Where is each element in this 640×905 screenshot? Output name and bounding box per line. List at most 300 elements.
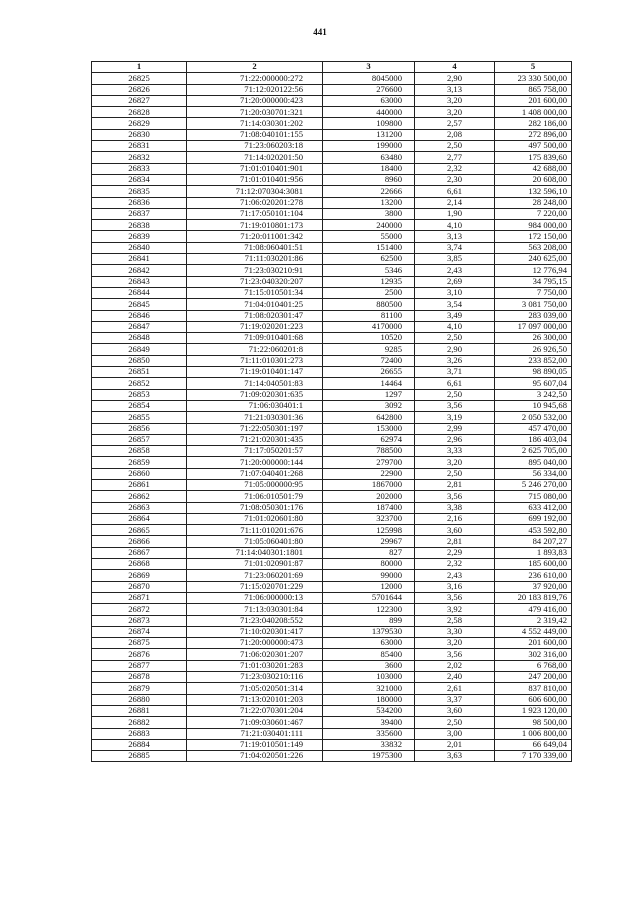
row-number-cell: 26878 [92, 672, 187, 683]
value-cell: 715 080,00 [495, 491, 572, 502]
area-cell: 151400 [323, 242, 415, 253]
cadastral-number-cell: 71:09:020301:635 [187, 389, 323, 400]
row-number-cell: 26829 [92, 118, 187, 129]
row-number-cell: 26873 [92, 615, 187, 626]
table-row [92, 254, 572, 265]
area-cell: 240000 [323, 220, 415, 231]
rate-cell: 2,81 [415, 479, 495, 490]
row-number-cell: 26844 [92, 287, 187, 298]
value-cell: 12 776,94 [495, 265, 572, 276]
rate-cell: 3,63 [415, 751, 495, 762]
table-row [92, 197, 572, 208]
value-cell: 633 412,00 [495, 502, 572, 513]
rate-cell: 3,38 [415, 502, 495, 513]
cadastral-number-cell: 71:20:011001:342 [187, 231, 323, 242]
header-row [92, 62, 572, 73]
cadastral-number-cell: 71:14:030301:202 [187, 118, 323, 129]
area-cell: 72400 [323, 355, 415, 366]
value-cell: 10 945,68 [495, 400, 572, 411]
rate-cell: 2,43 [415, 570, 495, 581]
rate-cell: 2,69 [415, 276, 495, 287]
table-row [92, 683, 572, 694]
row-number-cell: 26871 [92, 592, 187, 603]
rate-cell: 2,99 [415, 423, 495, 434]
table-row [92, 559, 572, 570]
area-cell: 5701644 [323, 592, 415, 603]
row-number-cell: 26864 [92, 513, 187, 524]
cadastral-number-cell: 71:01:020901:87 [187, 559, 323, 570]
value-cell: 132 596,10 [495, 186, 572, 197]
rate-cell: 3,56 [415, 400, 495, 411]
value-cell: 479 416,00 [495, 604, 572, 615]
table-row [92, 457, 572, 468]
area-cell: 62974 [323, 434, 415, 445]
page-number: 441 [313, 27, 327, 37]
row-number-cell: 26854 [92, 400, 187, 411]
rate-cell: 3,60 [415, 525, 495, 536]
row-number-cell: 26826 [92, 84, 187, 95]
rate-cell: 3,00 [415, 728, 495, 739]
area-cell: 187400 [323, 502, 415, 513]
table-row [92, 626, 572, 637]
cadastral-number-cell: 71:13:030301:84 [187, 604, 323, 615]
rate-cell: 3,71 [415, 367, 495, 378]
table-row [92, 502, 572, 513]
row-number-cell: 26832 [92, 152, 187, 163]
table-row [92, 400, 572, 411]
value-cell: 247 200,00 [495, 672, 572, 683]
row-number-cell: 26831 [92, 141, 187, 152]
rate-cell: 6,61 [415, 186, 495, 197]
cadastral-number-cell: 71:19:010501:149 [187, 739, 323, 750]
table-row [92, 310, 572, 321]
rate-cell: 3,56 [415, 592, 495, 603]
area-cell: 8045000 [323, 73, 415, 84]
cadastral-number-cell: 71:05:000000:95 [187, 479, 323, 490]
value-cell: 56 334,00 [495, 468, 572, 479]
rate-cell: 2,14 [415, 197, 495, 208]
row-number-cell: 26845 [92, 299, 187, 310]
row-number-cell: 26882 [92, 717, 187, 728]
rate-cell: 3,26 [415, 355, 495, 366]
rate-cell: 2,08 [415, 129, 495, 140]
row-number-cell: 26851 [92, 367, 187, 378]
area-cell: 3092 [323, 400, 415, 411]
area-cell: 109800 [323, 118, 415, 129]
table-row [92, 660, 572, 671]
rate-cell: 2,77 [415, 152, 495, 163]
rate-cell: 3,20 [415, 107, 495, 118]
rate-cell: 3,60 [415, 705, 495, 716]
rate-cell: 2,40 [415, 672, 495, 683]
row-number-cell: 26868 [92, 559, 187, 570]
cadastral-number-cell: 71:20:000000:144 [187, 457, 323, 468]
table-row [92, 751, 572, 762]
cadastral-number-cell: 71:23:060201:69 [187, 570, 323, 581]
area-cell: 276600 [323, 84, 415, 95]
value-cell: 7 170 339,00 [495, 751, 572, 762]
value-cell: 26 300,00 [495, 333, 572, 344]
value-cell: 4 552 449,00 [495, 626, 572, 637]
cadastral-number-cell: 71:06:020301:207 [187, 649, 323, 660]
cadastral-number-cell: 71:01:030201:283 [187, 660, 323, 671]
row-number-cell: 26827 [92, 95, 187, 106]
row-number-cell: 26841 [92, 254, 187, 265]
rate-cell: 2,61 [415, 683, 495, 694]
cadastral-number-cell: 71:01:020601:80 [187, 513, 323, 524]
row-number-cell: 26853 [92, 389, 187, 400]
cadastral-number-cell: 71:12:020122:56 [187, 84, 323, 95]
cadastral-number-cell: 71:14:040501:83 [187, 378, 323, 389]
rate-cell: 3,20 [415, 457, 495, 468]
rate-cell: 2,32 [415, 559, 495, 570]
cadastral-number-cell: 71:20:030701:321 [187, 107, 323, 118]
area-cell: 22900 [323, 468, 415, 479]
area-cell: 12935 [323, 276, 415, 287]
area-cell: 8960 [323, 174, 415, 185]
row-number-cell: 26833 [92, 163, 187, 174]
table-row [92, 107, 572, 118]
table-row [92, 638, 572, 649]
area-cell: 122300 [323, 604, 415, 615]
value-cell: 185 600,00 [495, 559, 572, 570]
value-cell: 28 248,00 [495, 197, 572, 208]
value-cell: 172 150,00 [495, 231, 572, 242]
cadastral-number-cell: 71:23:040208:552 [187, 615, 323, 626]
value-cell: 453 592,80 [495, 525, 572, 536]
row-number-cell: 26825 [92, 73, 187, 84]
table-row [92, 174, 572, 185]
table-row [92, 84, 572, 95]
value-cell: 699 192,00 [495, 513, 572, 524]
row-number-cell: 26857 [92, 434, 187, 445]
rate-cell: 2,90 [415, 344, 495, 355]
row-number-cell: 26859 [92, 457, 187, 468]
rate-cell: 2,30 [415, 174, 495, 185]
value-cell: 42 688,00 [495, 163, 572, 174]
table-row [92, 739, 572, 750]
cadastral-number-cell: 71:11:030201:86 [187, 254, 323, 265]
row-number-cell: 26858 [92, 446, 187, 457]
table-row [92, 321, 572, 332]
table-row [92, 355, 572, 366]
table-row [92, 242, 572, 253]
table-row [92, 468, 572, 479]
row-number-cell: 26836 [92, 197, 187, 208]
value-cell: 236 610,00 [495, 570, 572, 581]
table-row [92, 333, 572, 344]
area-cell: 125998 [323, 525, 415, 536]
row-number-cell: 26830 [92, 129, 187, 140]
cadastral-number-cell: 71:22:070301:204 [187, 705, 323, 716]
rate-cell: 6,61 [415, 378, 495, 389]
cadastral-number-cell: 71:06:030401:1 [187, 400, 323, 411]
rate-cell: 3,30 [415, 626, 495, 637]
value-cell: 26 926,50 [495, 344, 572, 355]
area-cell: 153000 [323, 423, 415, 434]
table-row [92, 129, 572, 140]
table-row [92, 73, 572, 84]
area-cell: 3600 [323, 660, 415, 671]
rate-cell: 3,56 [415, 491, 495, 502]
rate-cell: 3,56 [415, 649, 495, 660]
row-number-cell: 26852 [92, 378, 187, 389]
area-cell: 788500 [323, 446, 415, 457]
cadastral-value-table [91, 61, 572, 762]
area-cell: 1867000 [323, 479, 415, 490]
value-cell: 5 246 270,00 [495, 479, 572, 490]
cadastral-number-cell: 71:11:010301:273 [187, 355, 323, 366]
table-row [92, 728, 572, 739]
rate-cell: 3,37 [415, 694, 495, 705]
value-cell: 282 186,00 [495, 118, 572, 129]
area-cell: 1297 [323, 389, 415, 400]
row-number-cell: 26849 [92, 344, 187, 355]
table-row [92, 672, 572, 683]
table-row [92, 525, 572, 536]
area-cell: 63480 [323, 152, 415, 163]
area-cell: 85400 [323, 649, 415, 660]
rate-cell: 2,02 [415, 660, 495, 671]
value-cell: 240 625,00 [495, 254, 572, 265]
row-number-cell: 26884 [92, 739, 187, 750]
area-cell: 99000 [323, 570, 415, 581]
value-cell: 1 893,83 [495, 547, 572, 558]
cadastral-number-cell: 71:07:040401:268 [187, 468, 323, 479]
cadastral-number-cell: 71:22:060201:8 [187, 344, 323, 355]
value-cell: 175 839,60 [495, 152, 572, 163]
row-number-cell: 26860 [92, 468, 187, 479]
table-row [92, 389, 572, 400]
value-cell: 837 810,00 [495, 683, 572, 694]
cadastral-number-cell: 71:23:030210:91 [187, 265, 323, 276]
rate-cell: 3,85 [415, 254, 495, 265]
rate-cell: 2,58 [415, 615, 495, 626]
area-cell: 899 [323, 615, 415, 626]
row-number-cell: 26839 [92, 231, 187, 242]
rate-cell: 3,54 [415, 299, 495, 310]
row-number-cell: 26872 [92, 604, 187, 615]
table-row [92, 694, 572, 705]
area-cell: 534200 [323, 705, 415, 716]
row-number-cell: 26847 [92, 321, 187, 332]
value-cell: 563 208,00 [495, 242, 572, 253]
table-row [92, 208, 572, 219]
cadastral-number-cell: 71:05:020501:314 [187, 683, 323, 694]
value-cell: 272 896,00 [495, 129, 572, 140]
cadastral-number-cell: 71:09:030601:467 [187, 717, 323, 728]
table-row [92, 446, 572, 457]
rate-cell: 3,49 [415, 310, 495, 321]
rate-cell: 3,10 [415, 287, 495, 298]
value-cell: 20 608,00 [495, 174, 572, 185]
table-row [92, 141, 572, 152]
row-number-cell: 26867 [92, 547, 187, 558]
rate-cell: 3,13 [415, 231, 495, 242]
row-number-cell: 26881 [92, 705, 187, 716]
cadastral-number-cell: 71:14:040301:1801 [187, 547, 323, 558]
row-number-cell: 26850 [92, 355, 187, 366]
row-number-cell: 26877 [92, 660, 187, 671]
area-cell: 12000 [323, 581, 415, 592]
value-cell: 3 081 750,00 [495, 299, 572, 310]
column-header-2: 2 [187, 62, 323, 73]
row-number-cell: 26865 [92, 525, 187, 536]
value-cell: 865 758,00 [495, 84, 572, 95]
rate-cell: 2,81 [415, 536, 495, 547]
area-cell: 2500 [323, 287, 415, 298]
table-body [92, 73, 572, 762]
rate-cell: 2,50 [415, 141, 495, 152]
row-number-cell: 26837 [92, 208, 187, 219]
cadastral-number-cell: 71:01:010401:956 [187, 174, 323, 185]
rate-cell: 3,92 [415, 604, 495, 615]
value-cell: 201 600,00 [495, 638, 572, 649]
value-cell: 457 470,00 [495, 423, 572, 434]
area-cell: 55000 [323, 231, 415, 242]
value-cell: 7 220,00 [495, 208, 572, 219]
cadastral-number-cell: 71:08:050301:176 [187, 502, 323, 513]
row-number-cell: 26883 [92, 728, 187, 739]
area-cell: 62500 [323, 254, 415, 265]
table-row [92, 536, 572, 547]
row-number-cell: 26885 [92, 751, 187, 762]
rate-cell: 2,01 [415, 739, 495, 750]
value-cell: 98 890,05 [495, 367, 572, 378]
table-row [92, 479, 572, 490]
area-cell: 80000 [323, 559, 415, 570]
cadastral-number-cell: 71:23:030210:116 [187, 672, 323, 683]
area-cell: 202000 [323, 491, 415, 502]
area-cell: 81100 [323, 310, 415, 321]
table-row [92, 299, 572, 310]
value-cell: 95 607,04 [495, 378, 572, 389]
cadastral-number-cell: 71:19:010801:173 [187, 220, 323, 231]
row-number-cell: 26880 [92, 694, 187, 705]
rate-cell: 2,90 [415, 73, 495, 84]
cadastral-number-cell: 71:06:010501:79 [187, 491, 323, 502]
area-cell: 10520 [323, 333, 415, 344]
rate-cell: 2,50 [415, 333, 495, 344]
area-cell: 33832 [323, 739, 415, 750]
rate-cell: 2,32 [415, 163, 495, 174]
cadastral-number-cell: 71:19:010401:147 [187, 367, 323, 378]
value-cell: 497 500,00 [495, 141, 572, 152]
area-cell: 279700 [323, 457, 415, 468]
cadastral-number-cell: 71:15:020701:229 [187, 581, 323, 592]
cadastral-number-cell: 71:08:060401:51 [187, 242, 323, 253]
value-cell: 20 183 819,76 [495, 592, 572, 603]
table-row [92, 265, 572, 276]
table-row [92, 434, 572, 445]
area-cell: 63000 [323, 638, 415, 649]
value-cell: 2 050 532,00 [495, 412, 572, 423]
table-row [92, 118, 572, 129]
row-number-cell: 26842 [92, 265, 187, 276]
table-row [92, 231, 572, 242]
row-number-cell: 26856 [92, 423, 187, 434]
area-cell: 4170000 [323, 321, 415, 332]
row-number-cell: 26843 [92, 276, 187, 287]
row-number-cell: 26848 [92, 333, 187, 344]
rate-cell: 1,90 [415, 208, 495, 219]
row-number-cell: 26874 [92, 626, 187, 637]
area-cell: 13200 [323, 197, 415, 208]
cadastral-number-cell: 71:19:020201:223 [187, 321, 323, 332]
table-row [92, 412, 572, 423]
area-cell: 335600 [323, 728, 415, 739]
cadastral-number-cell: 71:14:020201:50 [187, 152, 323, 163]
cadastral-number-cell: 71:22:050301:197 [187, 423, 323, 434]
value-cell: 233 852,00 [495, 355, 572, 366]
area-cell: 1975300 [323, 751, 415, 762]
row-number-cell: 26879 [92, 683, 187, 694]
table-row [92, 581, 572, 592]
rate-cell: 4,10 [415, 220, 495, 231]
table-row [92, 592, 572, 603]
table-row [92, 95, 572, 106]
area-cell: 5346 [323, 265, 415, 276]
area-cell: 880500 [323, 299, 415, 310]
cadastral-number-cell: 71:10:020301:417 [187, 626, 323, 637]
column-header-1: 1 [92, 62, 187, 73]
column-header-4: 4 [415, 62, 495, 73]
area-cell: 39400 [323, 717, 415, 728]
table-row [92, 705, 572, 716]
cadastral-number-cell: 71:20:000000:423 [187, 95, 323, 106]
table-row [92, 367, 572, 378]
cadastral-number-cell: 71:21:030401:111 [187, 728, 323, 739]
cadastral-number-cell: 71:08:020301:47 [187, 310, 323, 321]
table-row [92, 276, 572, 287]
area-cell: 180000 [323, 694, 415, 705]
rate-cell: 2,50 [415, 468, 495, 479]
rate-cell: 2,96 [415, 434, 495, 445]
rate-cell: 3,20 [415, 638, 495, 649]
value-cell: 98 500,00 [495, 717, 572, 728]
value-cell: 23 330 500,00 [495, 73, 572, 84]
rate-cell: 2,50 [415, 389, 495, 400]
table-row [92, 649, 572, 660]
area-cell: 18400 [323, 163, 415, 174]
column-header-5: 5 [495, 62, 572, 73]
value-cell: 2 319,42 [495, 615, 572, 626]
value-cell: 1 923 120,00 [495, 705, 572, 716]
area-cell: 26655 [323, 367, 415, 378]
table-row [92, 344, 572, 355]
cadastral-number-cell: 71:11:010201:676 [187, 525, 323, 536]
row-number-cell: 26863 [92, 502, 187, 513]
area-cell: 440000 [323, 107, 415, 118]
value-cell: 895 040,00 [495, 457, 572, 468]
table-row [92, 220, 572, 231]
rate-cell: 3,20 [415, 95, 495, 106]
value-cell: 186 403,04 [495, 434, 572, 445]
area-cell: 321000 [323, 683, 415, 694]
value-cell: 3 242,50 [495, 389, 572, 400]
value-cell: 66 649,04 [495, 739, 572, 750]
table-row [92, 717, 572, 728]
table-row [92, 604, 572, 615]
area-cell: 642800 [323, 412, 415, 423]
cadastral-number-cell: 71:04:010401:25 [187, 299, 323, 310]
value-cell: 37 920,00 [495, 581, 572, 592]
area-cell: 103000 [323, 672, 415, 683]
rate-cell: 3,33 [415, 446, 495, 457]
area-cell: 827 [323, 547, 415, 558]
rate-cell: 2,29 [415, 547, 495, 558]
value-cell: 7 750,00 [495, 287, 572, 298]
